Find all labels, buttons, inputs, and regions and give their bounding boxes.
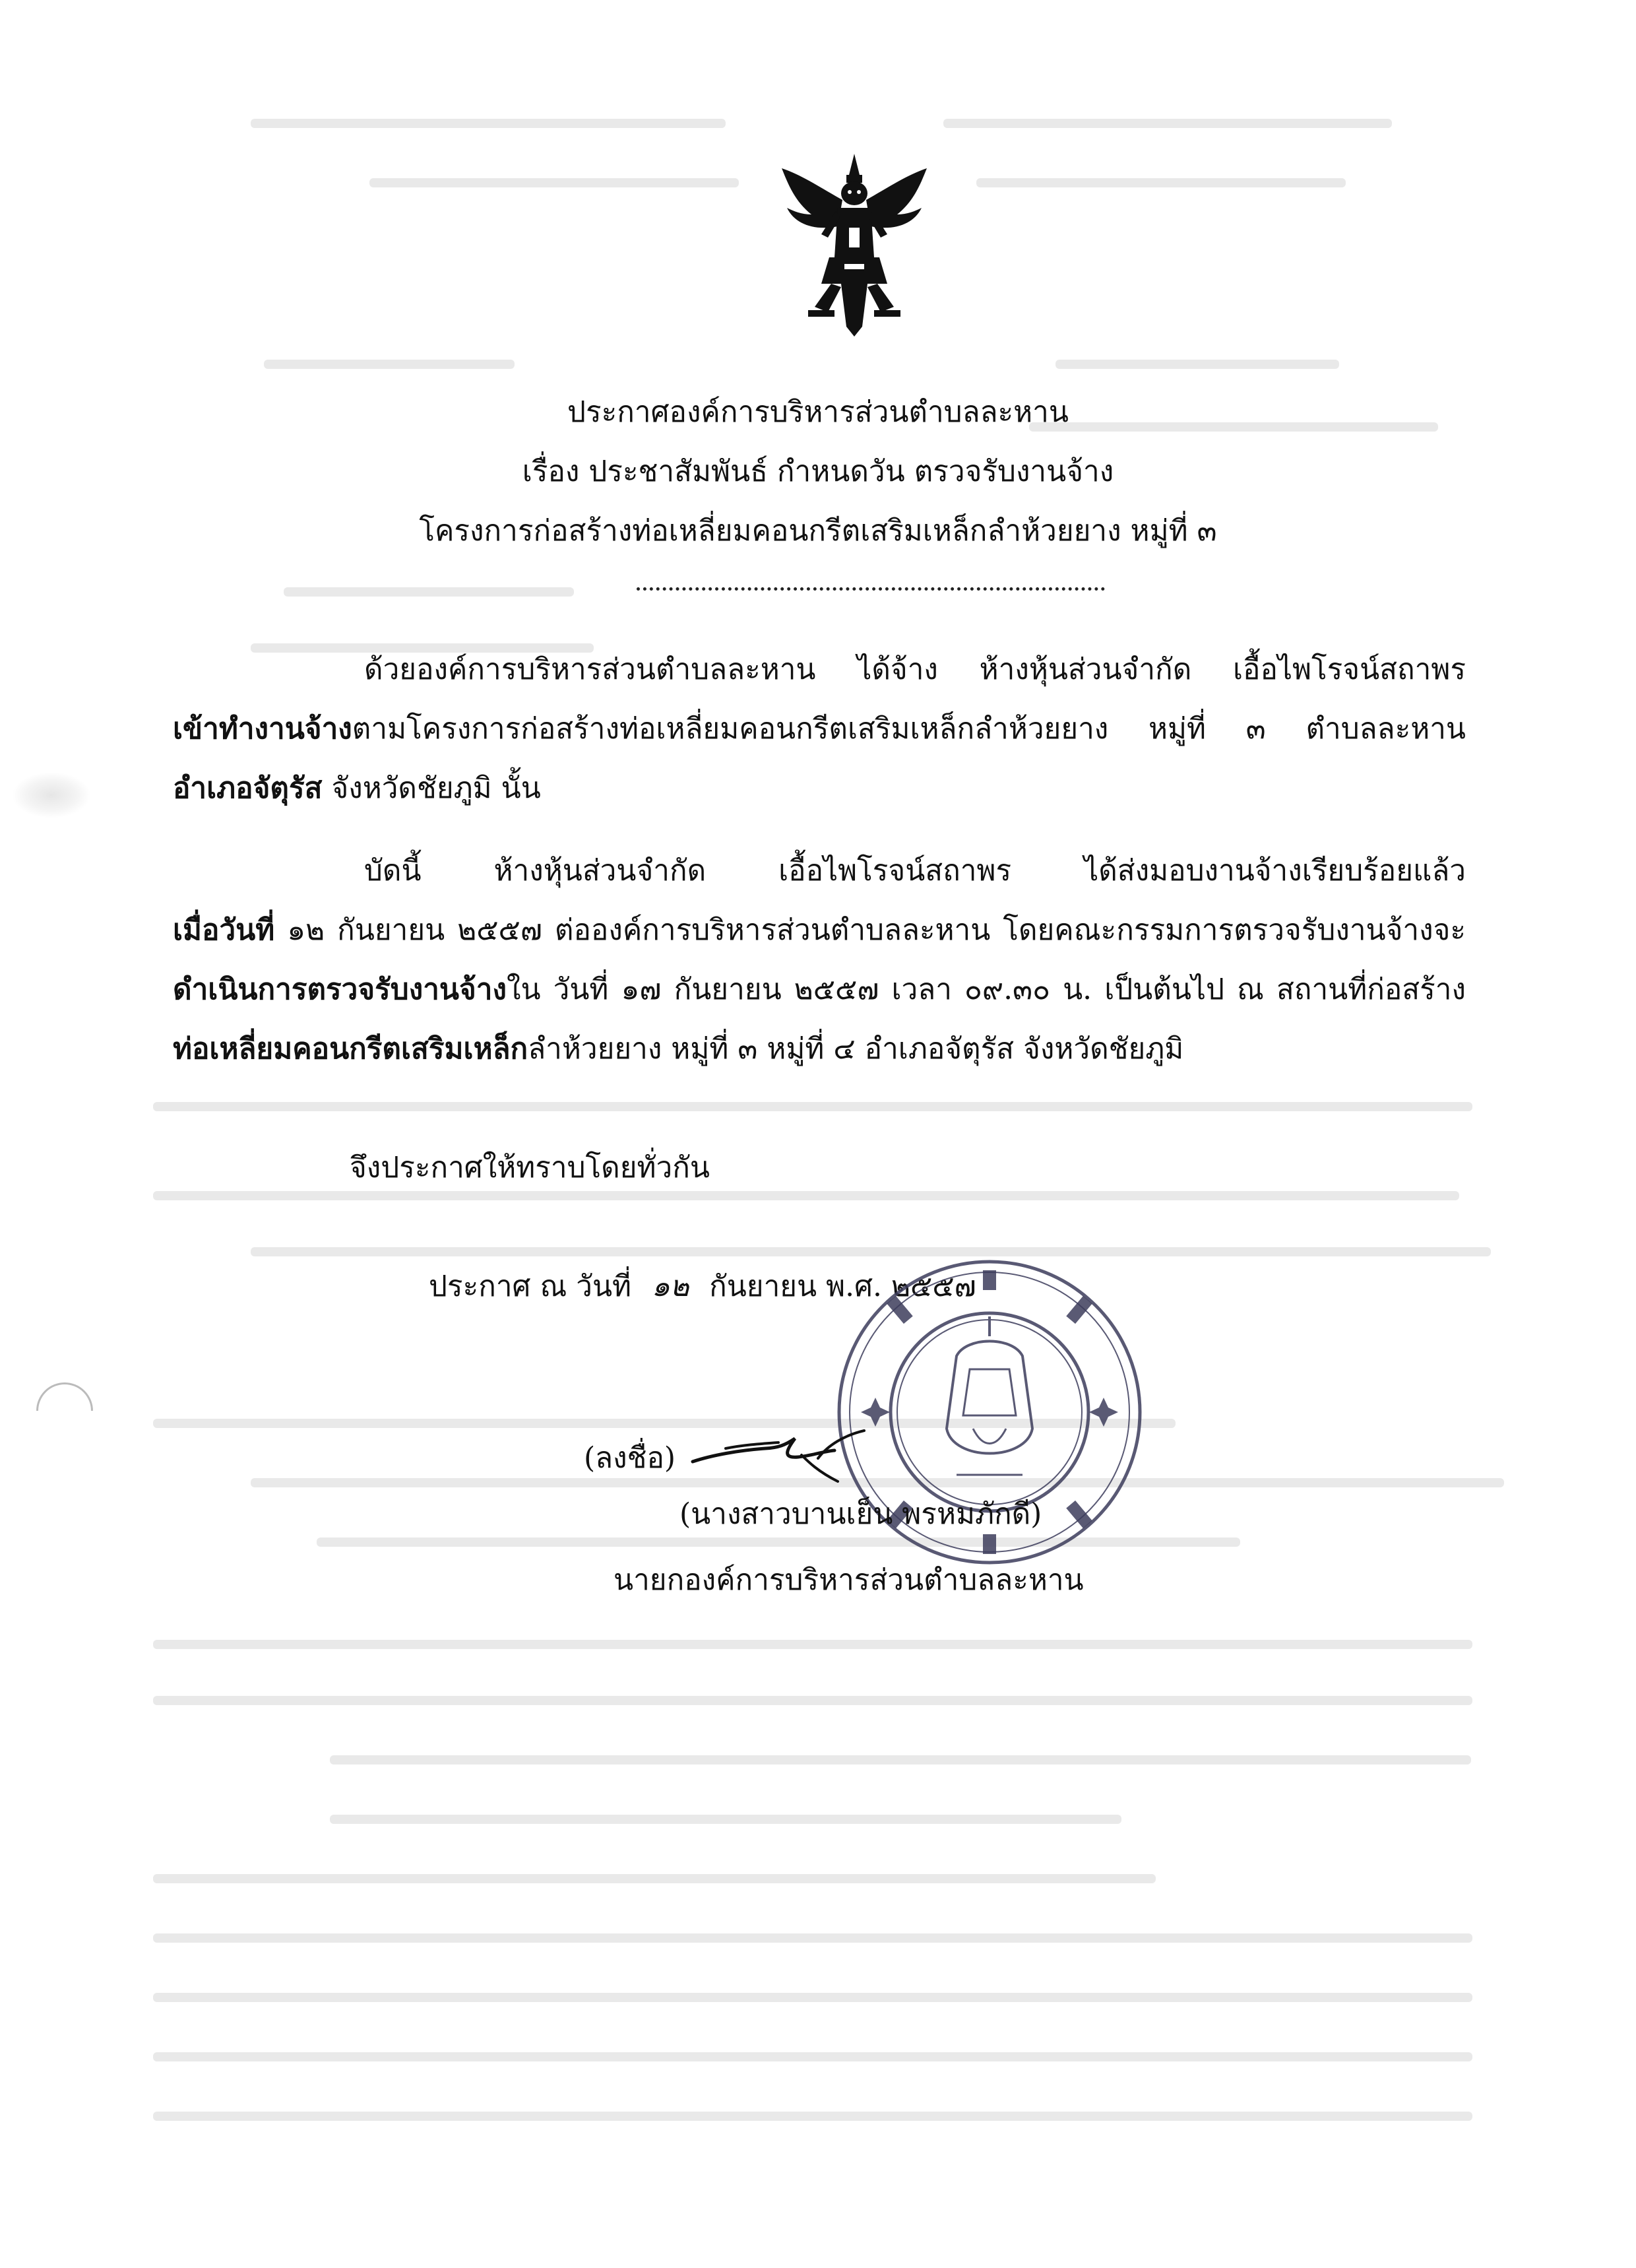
paragraph-line: บัดนี้ ห้างหุ้นส่วนจำกัด เอื้อไพโรจน์สถาพร ได้ส่งมอบงานจ้างเรียบร้อยแล้ว <box>364 854 1466 888</box>
line-rest: ใน วันที่ ๑๗ กันยายน ๒๕๕๗ เวลา ๐๙.๓๐ น. เป็นต้นไป ณ สถานที่ก่อสร้าง <box>506 973 1466 1006</box>
signature-label: (ลงชื่อ) <box>584 1441 676 1475</box>
paragraph-line: ด้วยองค์การบริหารส่วนตำบลละหาน ได้จ้าง ห้างหุ้นส่วนจำกัด เอื้อไพโรจน์สถาพร <box>364 653 1466 686</box>
paper-smudge <box>12 772 91 818</box>
garuda-emblem-icon <box>775 148 933 340</box>
line-rest: จังหวัดชัยภูมิ นั้น <box>322 771 541 805</box>
line-lead-emphasis: ดำเนินการตรวจรับงานจ้าง <box>173 973 507 1006</box>
paragraph-line <box>173 911 1466 950</box>
paragraph-delivery <box>173 851 1466 1069</box>
date-month-year: กันยายน พ.ศ. ๒๕๕๗ <box>709 1270 976 1303</box>
line-rest: ตามโครงการก่อสร้างท่อเหลี่ยมคอนกรีตเสริมเหล็กลำห้วยยาง หมู่ที่ ๓ ตำบลละหาน <box>352 712 1466 746</box>
line-lead-emphasis: เมื่อวันที่ <box>173 913 275 947</box>
line-rest: ๑๒ กันยายน ๒๕๕๗ ต่อองค์การบริหารส่วนตำบลละหาน โดยคณะกรรมการตรวจรับงานจ้างจะ <box>274 913 1466 947</box>
date-prefix: ประกาศ ณ วันที่ <box>429 1270 632 1303</box>
paragraph-contract <box>173 650 1466 808</box>
handwritten-signature <box>686 1419 871 1485</box>
announcement-title: ประกาศองค์การบริหารส่วนตำบลละหาน <box>567 395 1069 429</box>
paragraph-line <box>173 709 1466 749</box>
paragraph-line <box>173 769 1466 808</box>
announcement-project: โครงการก่อสร้างท่อเหลี่ยมคอนกรีตเสริมเหล็กลำห้วยยาง หมู่ที่ ๓ <box>419 514 1217 548</box>
line-lead-emphasis: ท่อเหลี่ยมคอนกรีตเสริมเหล็ก <box>173 1032 528 1066</box>
paragraph-line <box>173 970 1466 1010</box>
paragraph-line <box>173 1029 1466 1069</box>
separator-dotted-line <box>637 587 1105 591</box>
closing-statement: จึงประกาศให้ทราบโดยทั่วกัน <box>350 1151 710 1184</box>
announcement-subject: เรื่อง ประชาสัมพันธ์ กำหนดวัน ตรวจรับงานจ้าง <box>522 455 1114 488</box>
line-rest: ลำห้วยยาง หมู่ที่ ๓ หมู่ที่ ๔ อำเภอจัตุรัส จังหวัดชัยภูมิ <box>528 1032 1184 1066</box>
punch-hole-mark <box>36 1382 93 1439</box>
line-lead-emphasis: อำเภอจัตุรัส <box>173 771 323 805</box>
line-lead-emphasis: เข้าทำงานจ้าง <box>173 712 352 746</box>
signer-name: (นางสาวบานเย็น พรหมภักดี) <box>679 1497 1042 1531</box>
date-day-handwritten: ๑๒ <box>651 1270 689 1303</box>
signer-title: นายกองค์การบริหารส่วนตำบลละหาน <box>614 1563 1084 1597</box>
